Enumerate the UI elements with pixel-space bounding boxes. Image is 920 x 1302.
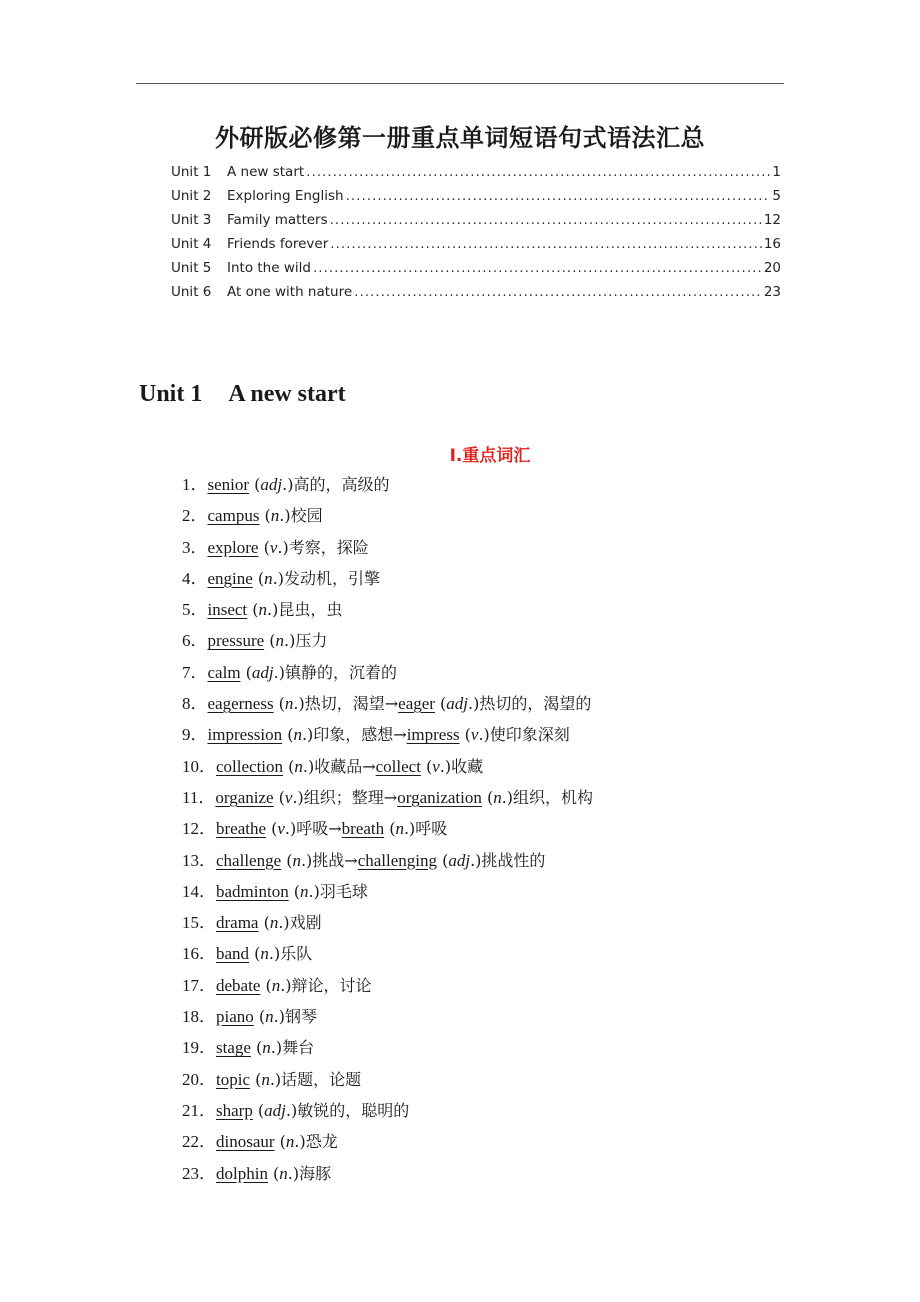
part-of-speech: n: [264, 568, 273, 588]
vocabulary-list: [182, 469, 822, 1189]
vocab-word: campus: [207, 506, 260, 526]
part-of-speech: v: [470, 725, 479, 745]
vocab-definition: (: [281, 850, 293, 870]
vocab-definition: (: [252, 1100, 265, 1120]
vocab-number: 1．: [182, 475, 208, 494]
part-of-speech: n: [258, 600, 267, 620]
vocab-definition: (: [282, 725, 294, 745]
header-rule: [136, 83, 784, 84]
vocab-word: debate: [216, 975, 261, 995]
vocab-number: 2．: [182, 506, 208, 526]
toc-page-number: 12: [763, 212, 781, 228]
vocab-item: [182, 719, 822, 750]
vocab-number: 17．: [182, 975, 216, 995]
toc-entry[interactable]: [171, 184, 781, 208]
vocab-definition: .)发动机，引擎: [272, 568, 380, 588]
vocab-item: [182, 845, 822, 876]
vocab-word: band: [216, 944, 250, 964]
vocab-definition: (: [273, 694, 285, 714]
vocab-number: 12．: [182, 819, 216, 839]
vocab-number: 19．: [182, 1038, 216, 1058]
vocab-number: 7．: [182, 662, 208, 682]
part-of-speech: n: [300, 881, 309, 901]
vocab-item: [182, 1032, 822, 1063]
vocab-word: eagerness: [207, 694, 274, 714]
vocab-item: [182, 813, 822, 844]
toc-title: At one with nature: [227, 284, 353, 300]
vocab-definition: (: [258, 913, 270, 933]
vocab-definition: (: [266, 819, 278, 839]
toc-title: Family matters: [227, 212, 328, 228]
vocab-number: 8．: [182, 694, 208, 714]
vocab-item: [182, 876, 822, 907]
vocab-word: calm: [207, 662, 241, 682]
vocab-item: [182, 1001, 822, 1032]
part-of-speech: n: [275, 631, 284, 651]
vocab-item: [182, 625, 822, 656]
vocab-definition: .)组织，机构: [501, 787, 594, 807]
vocab-definition: (: [273, 787, 285, 807]
vocab-definition: (: [249, 475, 261, 494]
vocab-item: [182, 751, 822, 782]
vocab-definition: .)呼吸: [403, 819, 448, 839]
vocab-definition: .)话题，论题: [269, 1069, 362, 1089]
vocab-definition: .)挑战性的: [470, 850, 546, 870]
vocab-word: topic: [216, 1069, 250, 1089]
vocab-number: 9．: [182, 725, 208, 745]
vocab-number: 3．: [182, 537, 208, 557]
part-of-speech: adj: [264, 1100, 286, 1120]
vocab-definition: .)乐队: [268, 944, 313, 964]
part-of-speech: n: [271, 975, 281, 995]
vocab-definition: (: [260, 975, 272, 995]
vocab-definition: .)恐龙: [294, 1132, 338, 1152]
vocab-definition: .)热切的，渴望的: [468, 694, 592, 714]
vocab-word: collect: [375, 756, 421, 776]
vocab-definition: .)收藏品→: [302, 756, 376, 776]
document-title: 外研版必修第一册重点单词短语句式语法汇总: [215, 123, 705, 152]
vocab-item: [182, 1095, 822, 1126]
vocab-word: pressure: [207, 631, 265, 651]
vocab-definition: .)印象，感想→: [301, 725, 407, 745]
vocab-item: [182, 688, 822, 719]
vocab-item: [182, 1158, 822, 1189]
vocab-number: 16．: [182, 944, 216, 964]
vocab-word: challenge: [216, 850, 282, 870]
vocab-number: 10．: [182, 756, 216, 776]
vocab-word: organization: [397, 787, 482, 807]
vocab-definition: (: [247, 600, 259, 620]
toc-unit-label: Unit 1: [171, 164, 212, 180]
toc-unit-label: Unit 4: [171, 236, 212, 252]
vocab-definition: .)使印象深刻: [478, 725, 570, 745]
vocab-word: senior: [207, 475, 250, 494]
vocab-item: [182, 1126, 822, 1157]
part-of-speech: n: [269, 913, 279, 933]
vocab-item: [182, 500, 822, 531]
vocab-definition: .)镇静的，沉着的: [273, 662, 397, 682]
vocab-definition: .)昆虫，虫: [266, 600, 343, 620]
vocab-number: 6．: [182, 631, 208, 651]
vocab-number: 13．: [182, 850, 216, 870]
vocab-item: [182, 469, 822, 500]
part-of-speech: n: [395, 819, 404, 839]
vocab-definition: .)海豚: [287, 1163, 332, 1183]
part-of-speech: n: [260, 944, 269, 964]
toc-title: Into the wild: [227, 260, 311, 276]
vocab-item: [182, 938, 822, 969]
toc-entry[interactable]: [171, 208, 781, 232]
toc-page-number: 20: [763, 260, 781, 276]
part-of-speech: n: [493, 787, 502, 807]
toc-leader-dots: [330, 232, 762, 256]
vocab-word: impress: [406, 725, 460, 745]
vocab-definition: (: [283, 756, 295, 776]
part-of-speech: adj: [448, 850, 471, 870]
vocab-word: impression: [207, 725, 283, 745]
vocab-word: badminton: [216, 881, 289, 901]
vocab-definition: .)压力: [283, 631, 328, 651]
vocab-number: 15．: [182, 913, 216, 933]
toc-leader-dots: [306, 160, 770, 184]
toc-page-number: 1: [772, 164, 781, 180]
vocab-definition: (: [437, 850, 449, 870]
vocab-word: explore: [207, 537, 259, 557]
vocab-definition: .)辩论，讨论: [280, 975, 372, 995]
part-of-speech: v: [284, 787, 293, 807]
vocab-word: piano: [216, 1007, 254, 1027]
part-of-speech: adj: [446, 694, 469, 714]
vocab-definition: .)羽毛球: [308, 881, 368, 901]
vocab-definition: (: [258, 537, 270, 557]
toc-unit-label: Unit 2: [171, 188, 212, 204]
toc-unit-label: Unit 6: [171, 284, 212, 300]
vocab-item: [182, 970, 822, 1001]
toc-page-number: 23: [763, 284, 781, 300]
toc-leader-dots: [313, 256, 762, 280]
part-of-speech: v: [432, 756, 440, 776]
vocab-definition: (: [253, 1007, 266, 1027]
vocab-definition: .)考察，探险: [277, 537, 369, 557]
part-of-speech: adj: [260, 475, 283, 494]
part-of-speech: n: [262, 1038, 271, 1058]
vocab-definition: .)组织；整理→: [292, 787, 398, 807]
vocab-number: 4．: [182, 568, 208, 588]
vocab-definition: .)钢琴: [273, 1007, 317, 1027]
vocab-number: 20．: [182, 1069, 216, 1089]
vocab-definition: (: [249, 944, 261, 964]
vocab-word: eager: [398, 694, 435, 714]
vocab-definition: (: [250, 1038, 263, 1058]
vocab-number: 5．: [182, 600, 208, 620]
vocab-definition: (: [420, 756, 433, 776]
vocab-definition: .)高的，高级的: [282, 475, 390, 494]
vocab-word: engine: [207, 568, 253, 588]
vocab-word: dinosaur: [216, 1132, 275, 1152]
unit-number: Unit 1: [139, 381, 203, 407]
vocab-definition: (: [434, 694, 447, 714]
part-of-speech: v: [277, 819, 285, 839]
vocab-item: [182, 563, 822, 594]
vocab-definition: (: [250, 1069, 262, 1089]
vocab-definition: .)挑战→: [300, 850, 358, 870]
vocab-word: collection: [216, 756, 284, 776]
vocab-word: insect: [207, 600, 248, 620]
vocab-definition: .)呼吸→: [284, 819, 342, 839]
toc-title: A new start: [227, 164, 305, 180]
vocab-definition: .)收藏: [439, 756, 484, 776]
toc-title: Exploring English: [227, 188, 344, 204]
part-of-speech: n: [261, 1069, 270, 1089]
toc-entry[interactable]: [171, 232, 781, 256]
vocab-number: 21．: [182, 1100, 216, 1120]
vocab-definition: .)戏剧: [278, 913, 322, 933]
vocab-definition: (: [459, 725, 471, 745]
vocab-item: [182, 594, 822, 625]
vocab-item: [182, 907, 822, 938]
vocab-definition: (: [252, 568, 265, 588]
vocab-item: [182, 1064, 822, 1095]
part-of-speech: n: [292, 850, 301, 870]
vocab-definition: (: [267, 1163, 280, 1183]
toc-leader-dots: [346, 184, 771, 208]
vocab-definition: (: [481, 787, 494, 807]
vocab-definition: (: [259, 506, 271, 526]
vocab-number: 11．: [182, 787, 216, 807]
section-heading: Ⅰ.重点词汇: [449, 446, 531, 466]
vocab-item: [182, 782, 822, 813]
vocab-word: organize: [215, 787, 274, 807]
part-of-speech: adj: [251, 662, 274, 682]
part-of-speech: v: [269, 537, 278, 557]
vocab-word: sharp: [216, 1100, 253, 1120]
vocab-definition: .)热切，渴望→: [293, 694, 399, 714]
toc-entry[interactable]: [171, 160, 781, 184]
vocab-definition: (: [240, 662, 252, 682]
unit-heading: [139, 381, 346, 408]
vocab-definition: (: [288, 881, 301, 901]
part-of-speech: n: [284, 694, 294, 714]
vocab-item: [182, 532, 822, 563]
vocab-definition: (: [264, 631, 276, 651]
toc-unit-label: Unit 5: [171, 260, 212, 276]
vocab-definition: .)校园: [279, 506, 323, 526]
toc-title: Friends forever: [227, 236, 329, 252]
vocab-definition: .)舞台: [270, 1038, 315, 1058]
part-of-speech: n: [265, 1007, 274, 1027]
part-of-speech: n: [294, 756, 303, 776]
vocab-number: 22．: [182, 1132, 216, 1152]
vocab-word: drama: [216, 913, 259, 933]
table-of-contents: [171, 160, 781, 304]
toc-leader-dots: [330, 208, 762, 232]
part-of-speech: n: [285, 1132, 295, 1152]
vocab-definition: (: [384, 819, 396, 839]
vocab-number: 23．: [182, 1163, 216, 1183]
vocab-definition: (: [274, 1132, 286, 1152]
unit-title: A new start: [228, 381, 346, 407]
part-of-speech: n: [293, 725, 302, 745]
toc-page-number: 16: [763, 236, 781, 252]
vocab-number: 14．: [182, 881, 216, 901]
vocab-word: breath: [341, 819, 385, 839]
toc-unit-label: Unit 3: [171, 212, 212, 228]
toc-entry[interactable]: [171, 280, 781, 304]
toc-page-number: 5: [772, 188, 781, 204]
toc-leader-dots: [354, 280, 762, 304]
part-of-speech: n: [279, 1163, 288, 1183]
part-of-speech: n: [270, 506, 280, 526]
vocab-word: breathe: [216, 819, 267, 839]
vocab-word: dolphin: [216, 1163, 268, 1183]
vocab-word: challenging: [357, 850, 438, 870]
vocab-item: [182, 657, 822, 688]
vocab-word: stage: [216, 1038, 251, 1058]
vocab-number: 18．: [182, 1007, 216, 1027]
toc-entry[interactable]: [171, 256, 781, 280]
vocab-definition: .)敏锐的，聪明的: [285, 1100, 410, 1120]
